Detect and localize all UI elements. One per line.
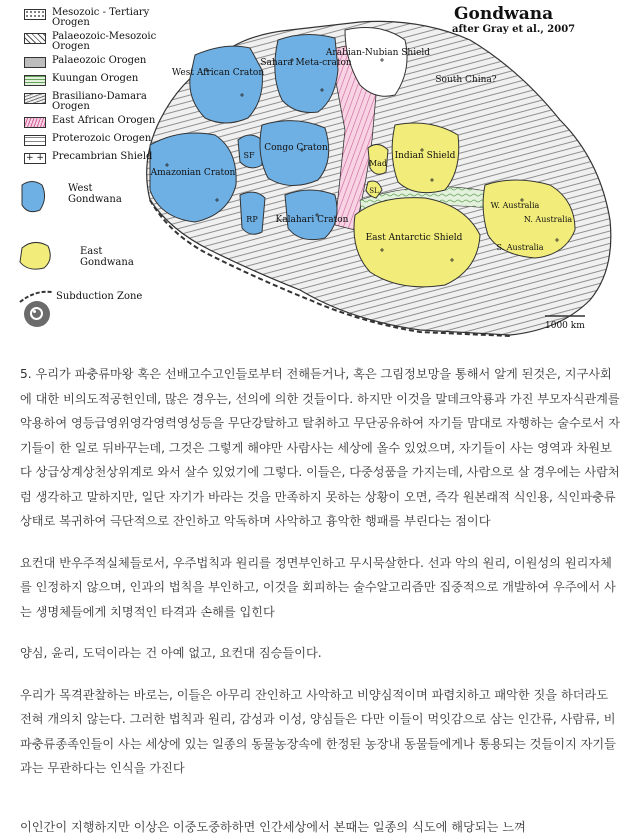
label-w-australia: W. Australia: [490, 201, 540, 210]
figure-title: Gondwana: [454, 4, 554, 24]
legend-item: Palaeozoic Orogen: [22, 56, 162, 70]
legend-item: Brasiliano-Damara Orogen: [22, 92, 162, 112]
paragraph: 5. 우리가 파충류마왕 혹은 선배고수고인들로부터 전해듣거나, 혹은 그림정보망을 통해서 알게 된것은, 지구사회에 대한 비의도적공헌인데, 많은 경우는, 선의에 의한 것들이다. 하지만 이것을 말데크악룡과 가진 부모자식관계를 악용하여 영등급영위영각영력영성등을 무단강탈하고 탈취하고 무단공유하여 자기들 맘대로 자행하는 술수로서 자기들이 한 일로 뒤바꾸는데, 그것은 그렇게 해야만 사람사는 세상에 올수 있었으며, 자기들이 사는 영역과 차원보다 상급상계상천상위계로 와서 살수 있었기에 그렇다. 이들은, 다중성품을 가지는데, 사람으로 살 경우에는 사람처럼 생각하고 말하지만, 일단 자기가 바라는 것을 만족하지 못하는 상황이 오면, 즉각 원본래적 식인용, 식인파충류상태로 복귀하여 극단적으로 잔인하고 악독하며 사악하고 흉악한 행패를 부린다는 점이다: [20, 367, 620, 528]
label-s-australia: S. Australia: [496, 243, 544, 252]
map-legend: [22, 8, 162, 170]
legend-item: Mesozoic - Tertiary Orogen: [22, 8, 162, 28]
subduction-label: Subduction Zone: [56, 291, 143, 302]
label-congo: Congo Craton: [264, 143, 328, 153]
label-mad: Mad: [368, 159, 388, 168]
cutoff-line: 이인간이 지행하지만 이상은 이중도중하하면 인간세상에서 본때는 일종의 식도에 해당되는 느껴: [20, 820, 526, 834]
article-body: [20, 362, 620, 798]
scale-label: 1000 km: [545, 321, 585, 331]
west-gondwana-label: West Gondwana: [68, 183, 122, 205]
label-south-china: South China?: [435, 75, 497, 85]
sahara-metacraton: [275, 34, 338, 112]
west-african-craton: [190, 46, 263, 123]
label-west-african: West African Craton: [171, 68, 265, 78]
label-sf: SF: [243, 151, 255, 160]
legend-item: Proterozoic Orogen: [22, 134, 162, 148]
label-sahara: Sahara Meta-craton: [260, 58, 352, 68]
legend-item: + + Precambrian Shield: [22, 152, 162, 166]
east-gondwana-label: East Gondwana: [80, 246, 134, 268]
label-n-australia: N. Australia: [523, 215, 573, 224]
rp-craton: [240, 192, 265, 234]
label-kalahari: Kalahari Craton: [275, 215, 349, 225]
label-arabian: Arabian-Nubian Shield: [325, 48, 431, 58]
label-east-antarctic: East Antarctic Shield: [365, 233, 463, 243]
figure-subtitle: after Gray et al., 2007: [452, 24, 576, 35]
label-amazonian: Amazonian Craton: [150, 168, 236, 178]
legend-item: Kuungan Orogen: [22, 74, 162, 88]
legend-item: East African Orogen: [22, 116, 162, 130]
paragraph: 요컨대 반우주적실체들로서, 우주법칙과 원리를 정면부인하고 무시묵살한다. 선과 악의 원리, 이원성의 원리자체를 인정하지 않으며, 인과의 법칙을 부인하고, 이것을 회피하는 술수알고리즘만 집중적으로 개발하여 우주에서 사는 생명체들에게 치명적인 타격과 손해를 입힌다: [20, 555, 616, 619]
congo-craton: [260, 121, 329, 186]
gondwana-figure: [0, 0, 637, 345]
east-gondwana-swatch: [20, 242, 50, 269]
paragraph: 우리가 목격관찰하는 바로는, 이들은 아무리 잔인하고 사악하고 비양심적이며 파렴치하고 패악한 짓을 하더라도 전혀 개의치 않는다. 그러한 법칙과 원리, 감성과 이성, 양심들은 다만 이들이 먹잇감으로 삼는 인간류, 사람류, 비파충류종족인들이 사는 세상에 있는 일종의 동물농장속에 한정된 농장내 동물들에게나 통용되는 것들이지 자기들과는 무관하다는 인식을 가진다: [20, 687, 616, 775]
paragraph: 양심, 윤리, 도덕이라는 건 아예 없고, 요컨대 짐승들이다.: [20, 646, 322, 660]
legend-item: Palaeozoic-Mesozoic Orogen: [22, 32, 162, 52]
label-indian: Indian Shield: [394, 151, 456, 161]
label-sl: SL: [369, 187, 379, 195]
west-gondwana-swatch: [22, 182, 45, 212]
lens-search-icon[interactable]: [24, 301, 50, 327]
label-rp: RP: [246, 215, 258, 224]
